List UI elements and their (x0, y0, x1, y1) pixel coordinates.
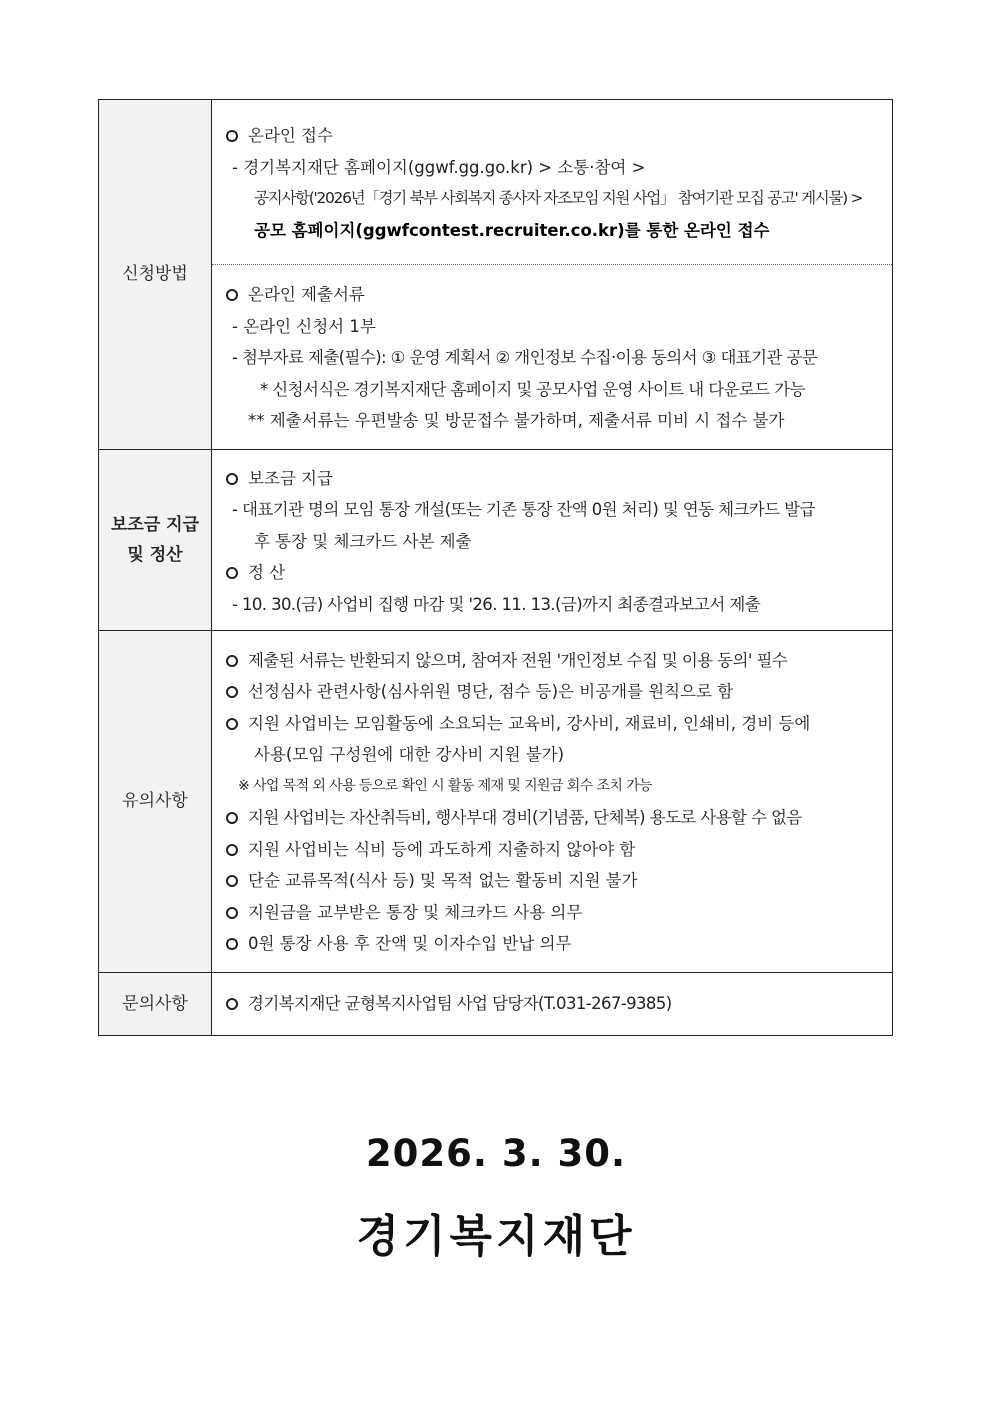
settle-line-1: - 10. 30.(금) 사업비 집행 마감 및 '26. 11. 13.(금)까지 최종결과보고서 제출 (232, 594, 761, 614)
contact-text: 경기복지재단 균형복지사업팀 사업 담당자(T.031-267-9385) (248, 993, 672, 1013)
settle-title: 정 산 (248, 563, 286, 583)
note-8: 0원 통장 사용 후 잔액 및 이자수입 반납 의무 (248, 934, 572, 953)
note-4: 지원 사업비는 자산취득비, 행사부대 경비(기념품, 단체복) 용도로 사용할 수 없음 (248, 808, 802, 827)
note-5: 지원 사업비는 식비 등에 과도하게 지출하지 않아야 함 (248, 839, 636, 859)
circle-bullet-icon (226, 130, 238, 142)
circle-bullet-icon (226, 718, 238, 730)
note-2: 선정심사 관련사항(심사위원 명단, 점수 등)은 비공개를 원칙으로 함 (248, 682, 734, 701)
online-line-3: 공모 홈페이지(ggwfcontest.recruiter.co.kr)를 통한 온라인 접수 (254, 220, 770, 240)
notice-date: 2026. 3. 30. (365, 1132, 627, 1175)
circle-bullet-icon (226, 473, 238, 485)
docs-line-4: ** 제출서류는 우편발송 및 방문접수 불가하며, 제출서류 미비 시 접수 불가 (248, 411, 785, 430)
docs-line-1: - 온라인 신청서 1부 (232, 316, 376, 336)
circle-bullet-icon (226, 907, 238, 919)
subsidy-body (212, 449, 893, 630)
docs-title: 온라인 제출서류 (248, 285, 365, 304)
online-title: 온라인 접수 (248, 126, 333, 145)
circle-bullet-icon (226, 844, 238, 856)
docs-line-2: - 첨부자료 제출(필수): ① 운영 계획서 ② 개인정보 수집·이용 동의서 ③ 대표기관 공문 (232, 348, 818, 367)
row-subsidy (99, 449, 893, 630)
note-7: 지원금을 교부받은 통장 및 체크카드 사용 의무 (248, 902, 583, 922)
organization-name: 경기복지재단 (356, 1211, 636, 1262)
contact-body (212, 972, 893, 1035)
circle-bullet-icon (226, 289, 238, 301)
circle-bullet-icon (226, 567, 238, 579)
circle-bullet-icon (226, 875, 238, 887)
circle-bullet-icon (226, 655, 238, 667)
circle-bullet-icon (226, 998, 238, 1010)
row-notes (99, 630, 893, 972)
row-label-notes: 유의사항 (99, 630, 212, 972)
online-submission-block (212, 100, 892, 264)
row-label-subsidy (99, 449, 212, 630)
row-contact (99, 972, 893, 1035)
note-6: 단순 교류목적(식사 등) 및 목적 없는 활동비 지원 불가 (248, 871, 638, 890)
circle-bullet-icon (226, 812, 238, 824)
note-3a: 지원 사업비는 모임활동에 소요되는 교육비, 강사비, 재료비, 인쇄비, 경비 등에 (248, 713, 811, 733)
circle-bullet-icon (226, 938, 238, 950)
subsidy-label-line-2: 및 정산 (127, 544, 183, 565)
online-line-2: 공지사항('2026년「경기 북부 사회복지 종사자 자조모임 지원 사업」 참여기관 모집 공고' 게시물) > (254, 189, 863, 207)
note-3b: 사용(모임 구성원에 대한 강사비 지원 불가) (254, 745, 565, 764)
info-table (98, 99, 893, 1036)
row-label-application: 신청방법 (99, 100, 212, 450)
pay-line-1: - 대표기관 명의 모임 통장 개설(또는 기존 통장 잔액 0원 처리) 및 연동 체크카드 발급 (232, 500, 815, 520)
circle-bullet-icon (226, 686, 238, 698)
note-3c: ※ 사업 목적 외 사용 등으로 확인 시 활동 제재 및 지원금 회수 조치 가능 (238, 777, 652, 794)
row-application (99, 100, 893, 450)
notes-body (212, 630, 893, 972)
note-1: 제출된 서류는 반환되지 않으며, 참여자 전원 '개인정보 수집 및 이용 동의' 필수 (248, 650, 788, 670)
documents-block (212, 264, 892, 449)
subsidy-label-line-1: 보조금 지급 (110, 514, 200, 535)
row-label-contact: 문의사항 (99, 972, 212, 1035)
pay-line-2: 후 통장 및 체크카드 사본 제출 (254, 531, 472, 551)
online-line-1: - 경기복지재단 홈페이지(ggwf.gg.go.kr) > 소통·참여 > (232, 157, 646, 177)
docs-line-3: * 신청서식은 경기복지재단 홈페이지 및 공모사업 운영 사이트 내 다운로드 가능 (260, 379, 805, 399)
pay-title: 보조금 지급 (248, 468, 333, 488)
application-body (212, 100, 893, 450)
